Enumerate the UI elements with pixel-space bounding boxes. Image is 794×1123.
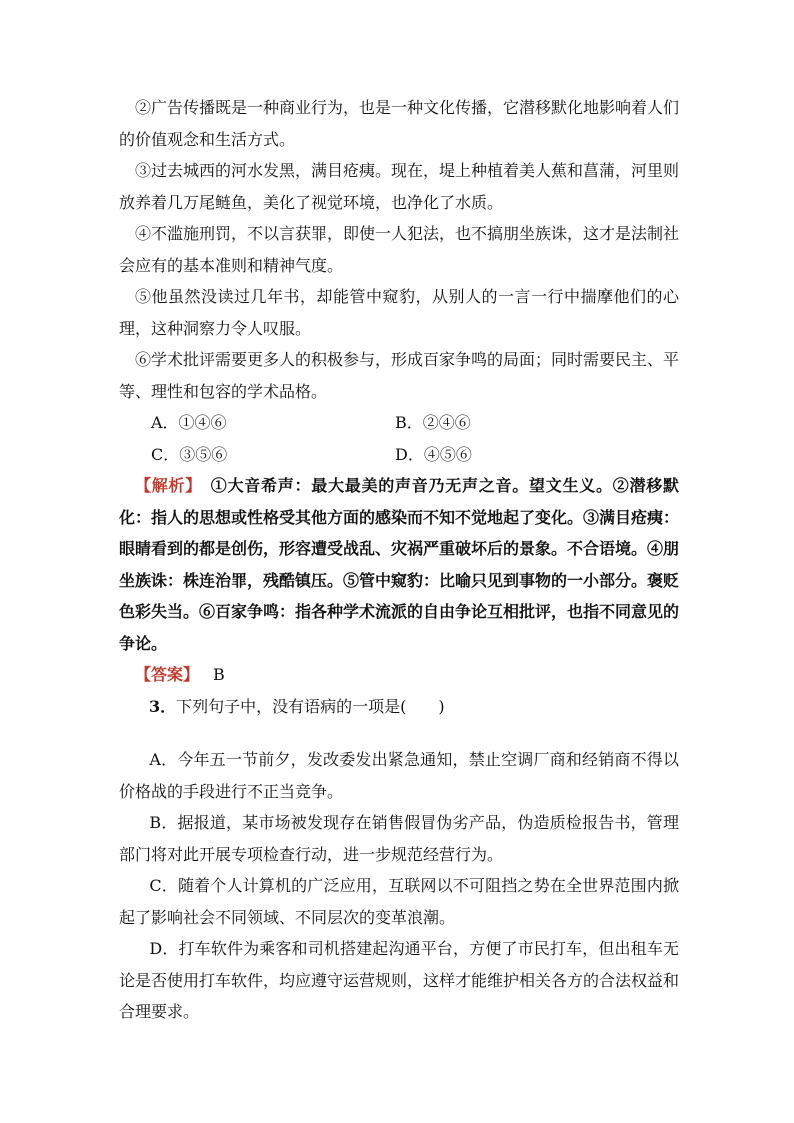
answer-value: B — [213, 665, 225, 684]
sentence-5: ⑤他虽然没读过几年书，却能管中窥豹，从别人的一言一行中揣摩他们的心理，这种洞察力令人叹服。 — [119, 287, 679, 338]
sentence-6: ⑥学术批评需要更多人的积极参与，形成百家争鸣的局面；同时需要民主、平等、理性和包容的学术品格。 — [119, 350, 680, 401]
question-text: 下列句子中，没有语病的一项是( ) — [176, 696, 445, 716]
choice-a: A．今年五一节前夕，发改委发出紧急通知，禁止空调厂商和经销商不得以价格战的手段进行不正当竞争。 — [119, 750, 679, 801]
analysis-block — [119, 470, 679, 659]
choice-c: C．随着个人计算机的广泛应用，互联网以不可阻挡之势在全世界范围内掀起了影响社会不同领域、不同层次的变革浪潮。 — [119, 876, 679, 927]
analysis-tag: 【解析】 — [135, 476, 194, 495]
choice-d: D．打车软件为乘客和司机搭建起沟通平台，方便了市民打车，但出租车无论是否使用打车软件，均应遵守运营规则，这样才能维护相关各方的合法权益和合理要求。 — [119, 939, 680, 1021]
choice-b: B．据报道，某市场被发现存在销售假冒伪劣产品，伪造质检报告书，管理部门将对此开展专项检查行动，进一步规范经营行为。 — [119, 813, 679, 864]
question-number: 3． — [149, 696, 177, 716]
question-3 — [119, 691, 679, 723]
sentence-2: ②广告传播既是一种商业行为，也是一种文化传播，它潜移默化地影响着人们的价值观念和生活方式。 — [119, 98, 680, 149]
sentence-4: ④不滥施刑罚，不以言获罪，即使一人犯法，也不搞朋坐族诛，这才是法制社会应有的基本准则和精神气度。 — [119, 224, 680, 275]
option-d: D．④⑤⑥ — [395, 444, 472, 464]
options-row-1 — [119, 407, 679, 439]
document-page — [119, 92, 679, 1028]
answer-tag: 【答案】 — [135, 665, 200, 684]
analysis-text: ①大音希声：最大最美的声音乃无声之音。望文生义。②潜移默化：指人的思想或性格受其他方面的感染而不知不觉地起了变化。③满目疮痍：眼睛看到的都是创伤，形容遭受战乱、灾祸严重破坏后的景象。不合语境。④朋坐族诛：株连治罪，残酷镇压。⑤管中窥豹：比喻只见到事物的一小部分。褒贬色彩失当。⑥百家争鸣：指各种学术流派的自由争论互相批评，也指不同意见的争论。 — [119, 476, 680, 653]
options-row-2 — [119, 439, 679, 471]
option-c: C．③⑤⑥ — [151, 444, 228, 464]
answer-block — [119, 659, 679, 691]
sentence-3: ③过去城西的河水发黑，满目疮痍。现在，堤上种植着美人蕉和菖蒲，河里则放养着几万尾鲢鱼，美化了视觉环境，也净化了水质。 — [119, 161, 680, 212]
option-b: B．②④⑥ — [395, 413, 471, 432]
option-a: A．①④⑥ — [151, 413, 227, 432]
